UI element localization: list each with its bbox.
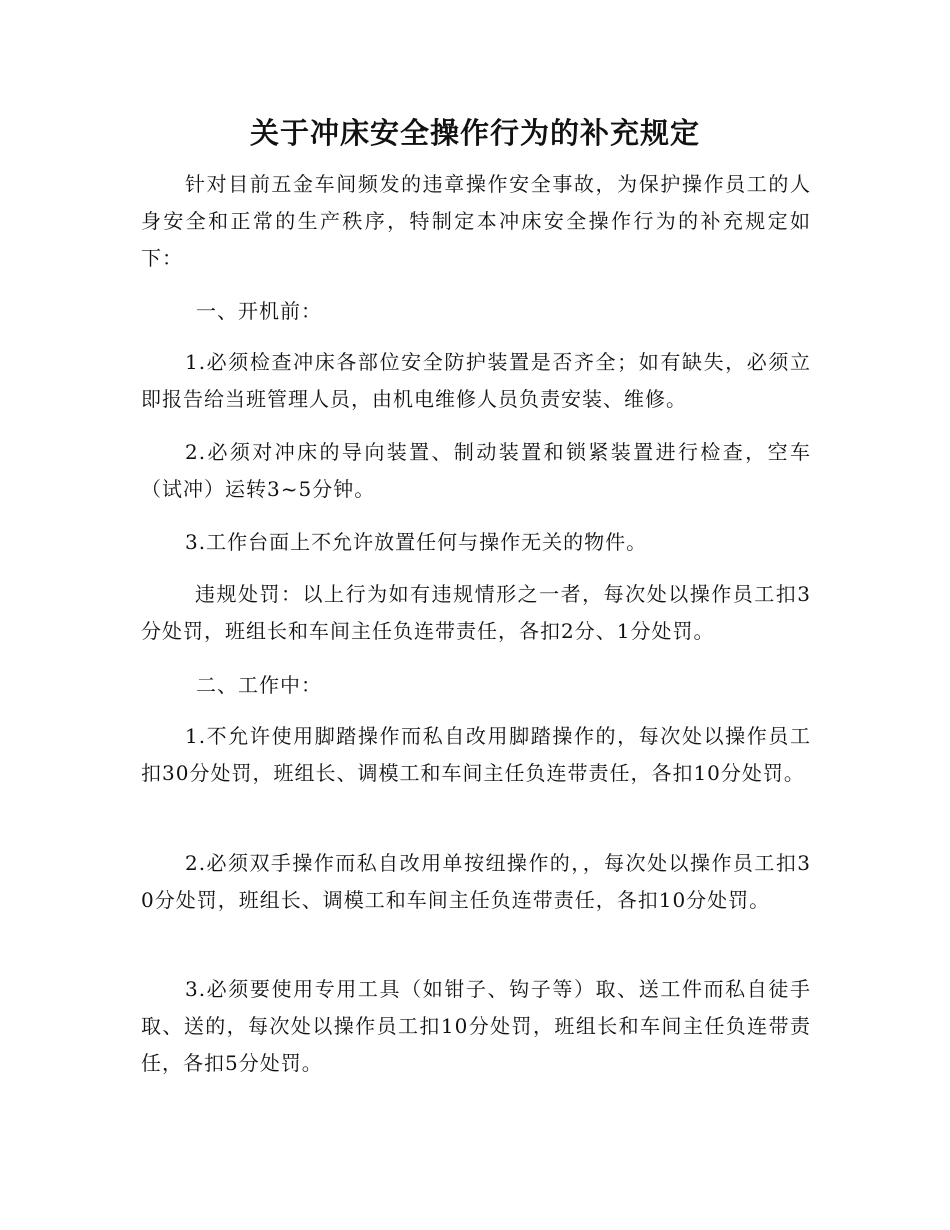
- intro-paragraph: 针对目前五金车间频发的违章操作安全事故，为保护操作员工的人身安全和正常的生产秩序，特制定本冲床安全操作行为的补充规定如下：: [141, 172, 811, 270]
- section-heading-during-work: 二、工作中：: [196, 673, 322, 697]
- rule-item: 3.必须要使用专用工具（如钳子、钩子等）取、送工件而私自徒手取、送的，每次处以操作员工扣10分处罚，班组长和车间主任负连带责任，各扣5分处罚。: [141, 977, 811, 1075]
- rule-item: 1.不允许使用脚踏操作而私自改用脚踏操作的，每次处以操作员工扣30分处罚，班组长、调模工和车间主任负连带责任，各扣10分处罚。: [141, 724, 811, 785]
- penalty-paragraph: 违规处罚：以上行为如有违规情形之一者，每次处以操作员工扣3分处罚，班组长和车间主任负连带责任，各扣2分、1分处罚。: [141, 582, 811, 643]
- rule-item: 3.工作台面上不允许放置任何与操作无关的物件。: [185, 530, 648, 554]
- rule-item: 2.必须双手操作而私自改用单按纽操作的，，每次处以操作员工扣30分处罚，班组长、调模工和车间主任负连带责任，各扣10分处罚。: [141, 851, 811, 912]
- rule-item: 1.必须检查冲床各部位安全防护装置是否齐全；如有缺失，必须立即报告给当班管理人员，由机电维修人员负责安装、维修。: [141, 350, 811, 411]
- rule-item: 2.必须对冲床的导向装置、制动装置和锁紧装置进行检查，空车（试冲）运转3~5分钟。: [141, 440, 811, 501]
- section-heading-before-start: 一、开机前：: [196, 299, 322, 323]
- document-title: 关于冲床安全操作行为的补充规定: [249, 116, 700, 150]
